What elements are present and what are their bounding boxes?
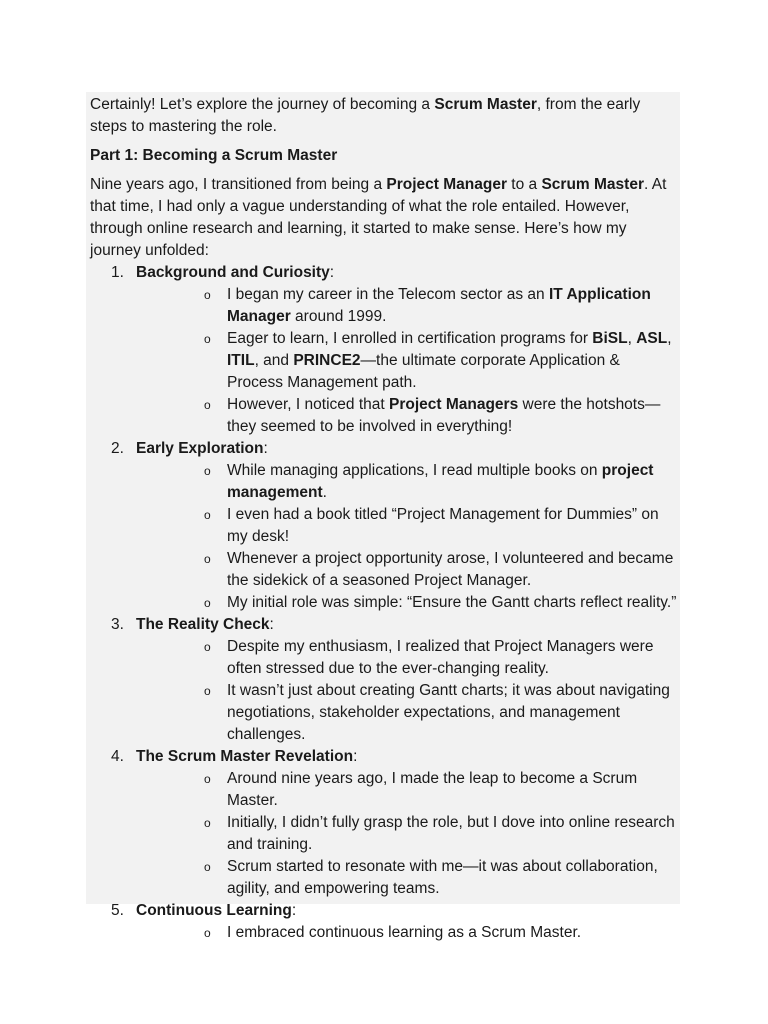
bullet-circle-icon: o bbox=[204, 398, 211, 412]
item-number: 5. bbox=[111, 902, 124, 919]
item-title-suffix: : bbox=[263, 440, 268, 457]
part1-heading-text: Part 1: Becoming a Scrum Master bbox=[90, 147, 338, 164]
para-text: Nine years ago, I transitioned from being a bbox=[90, 176, 387, 193]
sub-item bbox=[136, 394, 680, 438]
story-paragraph bbox=[90, 174, 680, 262]
sub-item bbox=[136, 768, 680, 812]
sub-item bbox=[136, 812, 680, 856]
sub-item-bold: IT Application Manager bbox=[227, 286, 651, 325]
item-title: Background and Curiosity bbox=[136, 264, 330, 281]
sub-item-text: were the hotshots—they seemed to be involved in everything! bbox=[227, 396, 661, 435]
bullet-circle-icon: o bbox=[204, 508, 211, 522]
sub-item bbox=[136, 328, 680, 394]
sub-item-text: —the ultimate corporate Application & Process Management path. bbox=[227, 352, 620, 391]
sub-item-text: My initial role was simple: “Ensure the Gantt charts reflect reality.” bbox=[227, 594, 677, 611]
sub-item-text: , and bbox=[254, 352, 294, 369]
item-title: Continuous Learning bbox=[136, 902, 292, 919]
bullet-circle-icon: o bbox=[204, 332, 211, 346]
document-content bbox=[90, 94, 680, 944]
bullet-circle-icon: o bbox=[204, 640, 211, 654]
bullet-circle-icon: o bbox=[204, 288, 211, 302]
sub-item-text: Around nine years ago, I made the leap to become a Scrum Master. bbox=[227, 770, 638, 809]
item-number: 4. bbox=[111, 748, 124, 765]
para-text: . At that time, I had only a vague understanding of what the role entailed. However, through online research and learning, it started to make sense. Here’s how my journey unfolded: bbox=[90, 176, 667, 259]
sub-item-text: It wasn’t just about creating Gantt charts; it was about navigating negotiations, stakeholder expectations, and management challenges. bbox=[227, 682, 670, 743]
sub-list bbox=[136, 636, 680, 746]
sub-item-bold: BiSL bbox=[592, 330, 628, 347]
sub-list bbox=[136, 922, 680, 944]
sub-item bbox=[136, 548, 680, 592]
item-number: 1. bbox=[111, 264, 124, 281]
item-title-suffix: : bbox=[269, 616, 274, 633]
item-title: The Reality Check bbox=[136, 616, 270, 633]
bullet-circle-icon: o bbox=[204, 596, 211, 610]
bullet-circle-icon: o bbox=[204, 684, 211, 698]
bullet-circle-icon: o bbox=[204, 816, 211, 830]
sub-item bbox=[136, 636, 680, 680]
sub-item-text: Whenever a project opportunity arose, I volunteered and became the sidekick of a seasoned Project Manager. bbox=[227, 550, 674, 589]
document-page bbox=[86, 92, 680, 941]
sub-item bbox=[136, 592, 680, 614]
list-item bbox=[90, 614, 680, 746]
sub-item-bold: ASL bbox=[636, 330, 668, 347]
para-text: to a bbox=[507, 176, 542, 193]
sub-item-text: Initially, I didn’t fully grasp the role, but I dove into online research and training. bbox=[227, 814, 675, 853]
sub-item bbox=[136, 922, 680, 944]
item-title: The Scrum Master Revelation bbox=[136, 748, 354, 765]
sub-item bbox=[136, 856, 680, 900]
sub-item-text: While managing applications, I read multiple books on bbox=[227, 462, 602, 479]
sub-list bbox=[136, 284, 680, 438]
sub-item bbox=[136, 460, 680, 504]
sub-item-bold: Project Managers bbox=[388, 396, 519, 413]
journey-list bbox=[90, 262, 680, 944]
sub-item-text: Scrum started to resonate with me—it was about collaboration, agility, and empowering teams. bbox=[227, 858, 658, 897]
bullet-circle-icon: o bbox=[204, 860, 211, 874]
sub-item-text: Despite my enthusiasm, I realized that Project Managers were often stressed due to the ever-changing reality. bbox=[227, 638, 654, 677]
bullet-circle-icon: o bbox=[204, 926, 211, 940]
list-item bbox=[90, 262, 680, 438]
list-item bbox=[90, 746, 680, 900]
item-title-suffix: : bbox=[291, 902, 297, 919]
item-title-suffix: : bbox=[353, 748, 358, 765]
sub-item-bold: project management bbox=[227, 462, 654, 501]
item-title-suffix: : bbox=[329, 264, 335, 281]
sub-list bbox=[136, 768, 680, 900]
sub-item-bold: PRINCE2 bbox=[293, 352, 361, 369]
item-number: 3. bbox=[111, 616, 124, 633]
sub-item-text: I began my career in the Telecom sector as an bbox=[227, 286, 549, 303]
para-bold: Project Manager bbox=[386, 176, 507, 193]
item-number: 2. bbox=[111, 440, 124, 457]
sub-item bbox=[136, 504, 680, 548]
sub-item-bold: ITIL bbox=[227, 352, 255, 369]
intro-bold: Scrum Master bbox=[434, 96, 537, 113]
sub-item-text: I embraced continuous learning as a Scrum Master. bbox=[227, 924, 582, 941]
intro-text: , from the early steps to mastering the role. bbox=[90, 96, 641, 135]
sub-item-text: around 1999. bbox=[290, 308, 387, 325]
bullet-circle-icon: o bbox=[204, 552, 211, 566]
bullet-circle-icon: o bbox=[204, 464, 211, 478]
list-item bbox=[90, 438, 680, 614]
sub-item-text: However, I noticed that bbox=[227, 396, 389, 413]
intro-text: Certainly! Let’s explore the journey of becoming a bbox=[90, 96, 435, 113]
sub-list bbox=[136, 460, 680, 614]
sub-item bbox=[136, 680, 680, 746]
sub-item-text: Eager to learn, I enrolled in certification programs for bbox=[227, 330, 593, 347]
item-title: Early Exploration bbox=[136, 440, 264, 457]
bullet-circle-icon: o bbox=[204, 772, 211, 786]
part1-heading bbox=[90, 145, 680, 167]
para-bold: Scrum Master bbox=[541, 176, 644, 193]
list-item bbox=[90, 900, 680, 944]
intro-paragraph bbox=[90, 94, 680, 138]
sub-item-text: . bbox=[322, 484, 327, 501]
sub-item-text: I even had a book titled “Project Management for Dummies” on my desk! bbox=[227, 506, 659, 545]
sub-item-text: , bbox=[627, 330, 637, 347]
sub-item bbox=[136, 284, 680, 328]
sub-item-text: , bbox=[667, 330, 672, 347]
